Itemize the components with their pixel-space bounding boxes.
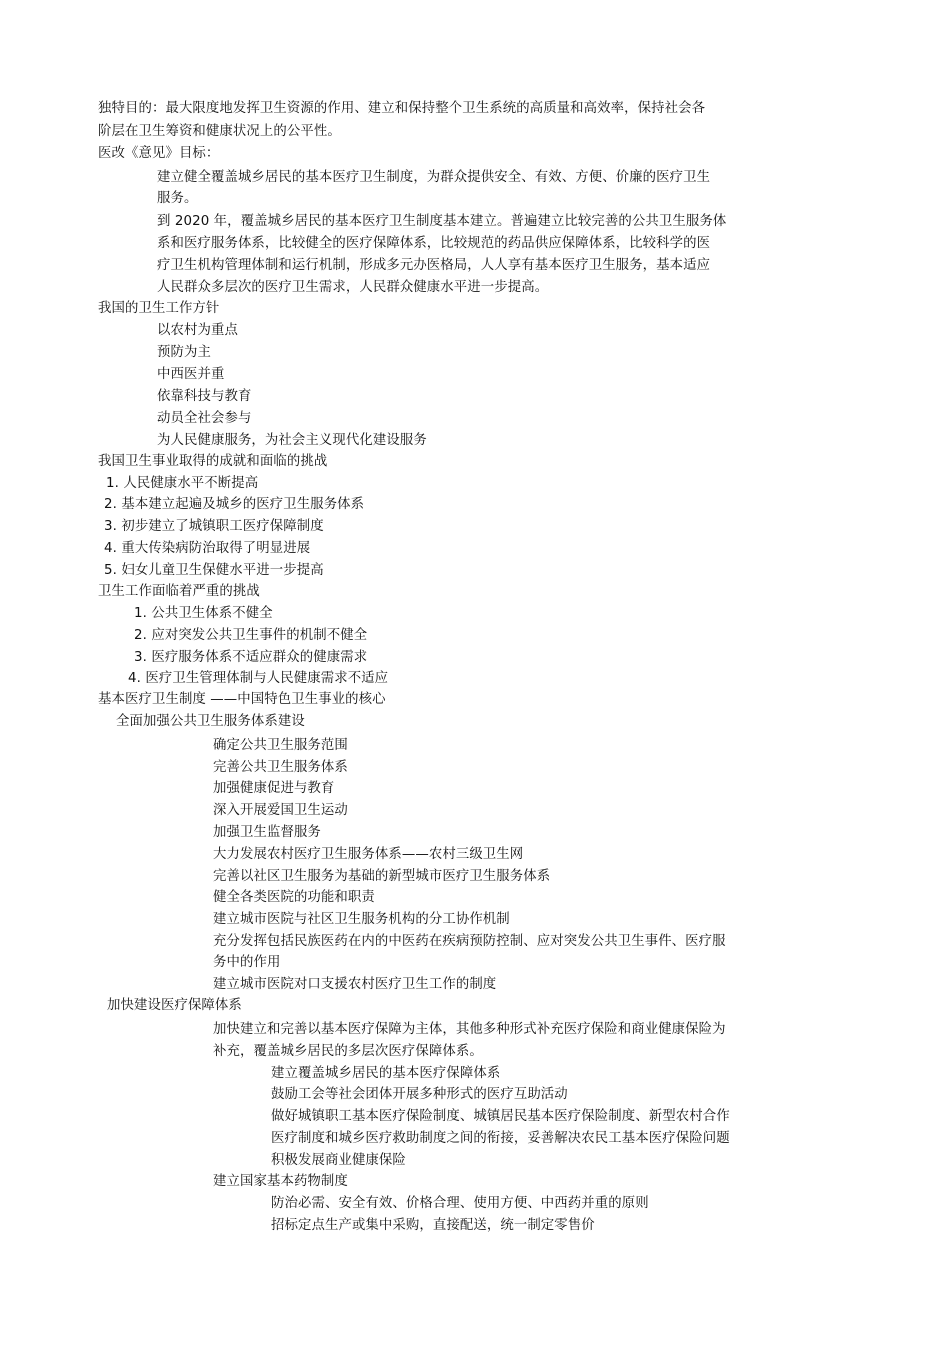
text-line: 建立健全覆盖城乡居民的基本医疗卫生制度，为群众提供安全、有效、方便、价廉的医疗卫生 xyxy=(157,170,711,185)
list-item: 1. 公共卫生体系不健全 xyxy=(134,606,273,621)
list-item: 充分发挥包括民族医药在内的中医药在疾病预防控制、应对突发公共卫生事件、医疗服 xyxy=(213,934,726,949)
text-line: 系和医疗服务体系，比较健全的医疗保障体系，比较规范的药品供应保障体系，比较科学的医 xyxy=(157,236,711,251)
list-item: 深入开展爱国卫生运动 xyxy=(213,803,348,818)
subsection-heading: 加快建设医疗保障体系 xyxy=(107,998,242,1013)
list-item: 依靠科技与教育 xyxy=(157,389,252,404)
list-item: 建立覆盖城乡居民的基本医疗保障体系 xyxy=(271,1066,501,1081)
list-item: 2. 应对突发公共卫生事件的机制不健全 xyxy=(134,628,368,643)
text-line: 补充，覆盖城乡居民的多层次医疗保障体系。 xyxy=(213,1044,483,1059)
subsection-heading: 全面加强公共卫生服务体系建设 xyxy=(116,714,305,729)
list-item: 4. 重大传染病防治取得了明显进展 xyxy=(104,541,311,556)
text-line: 到 2020 年，覆盖城乡居民的基本医疗卫生制度基本建立。普遍建立比较完善的公共卫生服务体 xyxy=(157,214,727,229)
text-line: 阶层在卫生筹资和健康状况上的公平性。 xyxy=(98,124,341,139)
list-item: 以农村为重点 xyxy=(157,323,238,338)
list-item: 完善以社区卫生服务为基础的新型城市医疗卫生服务体系 xyxy=(213,869,551,884)
list-item: 5. 妇女儿童卫生保健水平进一步提高 xyxy=(104,563,324,578)
text-line: 独特目的：最大限度地发挥卫生资源的作用、建立和保持整个卫生系统的高质量和高效率，保持社会各 xyxy=(98,101,706,116)
list-item: 为人民健康服务，为社会主义现代化建设服务 xyxy=(157,433,427,448)
list-item: 3. 医疗服务体系不适应群众的健康需求 xyxy=(134,650,368,665)
list-item: 中西医并重 xyxy=(157,367,225,382)
section-heading: 我国卫生事业取得的成就和面临的挑战 xyxy=(98,454,328,469)
subsection-heading: 建立国家基本药物制度 xyxy=(213,1174,348,1189)
text-line: 服务。 xyxy=(157,191,198,206)
list-item: 2. 基本建立起遍及城乡的医疗卫生服务体系 xyxy=(104,497,365,512)
section-heading: 卫生工作面临着严重的挑战 xyxy=(98,584,260,599)
list-item: 加强健康促进与教育 xyxy=(213,781,335,796)
list-item: 务中的作用 xyxy=(213,955,281,970)
list-item: 防治必需、安全有效、价格合理、使用方便、中西药并重的原则 xyxy=(271,1196,649,1211)
section-heading: 基本医疗卫生制度 ——中国特色卫生事业的核心 xyxy=(98,692,386,707)
list-item: 招标定点生产或集中采购，直接配送，统一制定零售价 xyxy=(271,1218,595,1233)
section-heading: 医改《意见》目标： xyxy=(98,146,220,161)
list-item: 做好城镇职工基本医疗保险制度、城镇居民基本医疗保险制度、新型农村合作 xyxy=(271,1109,730,1124)
text-line: 疗卫生机构管理体制和运行机制，形成多元办医格局，人人享有基本医疗卫生服务，基本适应 xyxy=(157,258,711,273)
list-item: 完善公共卫生服务体系 xyxy=(213,760,348,775)
list-item: 建立城市医院与社区卫生服务机构的分工协作机制 xyxy=(213,912,510,927)
list-item: 医疗制度和城乡医疗救助制度之间的衔接，妥善解决农民工基本医疗保险问题 xyxy=(271,1131,730,1146)
section-heading: 我国的卫生工作方针 xyxy=(98,301,220,316)
list-item: 建立城市医院对口支援农村医疗卫生工作的制度 xyxy=(213,977,497,992)
list-item: 3. 初步建立了城镇职工医疗保障制度 xyxy=(104,519,324,534)
text-line: 人民群众多层次的医疗卫生需求，人民群众健康水平进一步提高。 xyxy=(157,280,549,295)
list-item: 1. 人民健康水平不断提高 xyxy=(106,476,259,491)
list-item: 预防为主 xyxy=(157,345,211,360)
list-item: 大力发展农村医疗卫生服务体系——农村三级卫生网 xyxy=(213,847,524,862)
list-item: 动员全社会参与 xyxy=(157,411,252,426)
list-item: 积极发展商业健康保险 xyxy=(271,1153,406,1168)
list-item: 鼓励工会等社会团体开展多种形式的医疗互助活动 xyxy=(271,1087,568,1102)
list-item: 确定公共卫生服务范围 xyxy=(213,738,348,753)
list-item: 4. 医疗卫生管理体制与人民健康需求不适应 xyxy=(128,671,389,686)
list-item: 加强卫生监督服务 xyxy=(213,825,321,840)
list-item: 健全各类医院的功能和职责 xyxy=(213,890,375,905)
text-line: 加快建立和完善以基本医疗保障为主体，其他多种形式补充医疗保险和商业健康保险为 xyxy=(213,1022,726,1037)
